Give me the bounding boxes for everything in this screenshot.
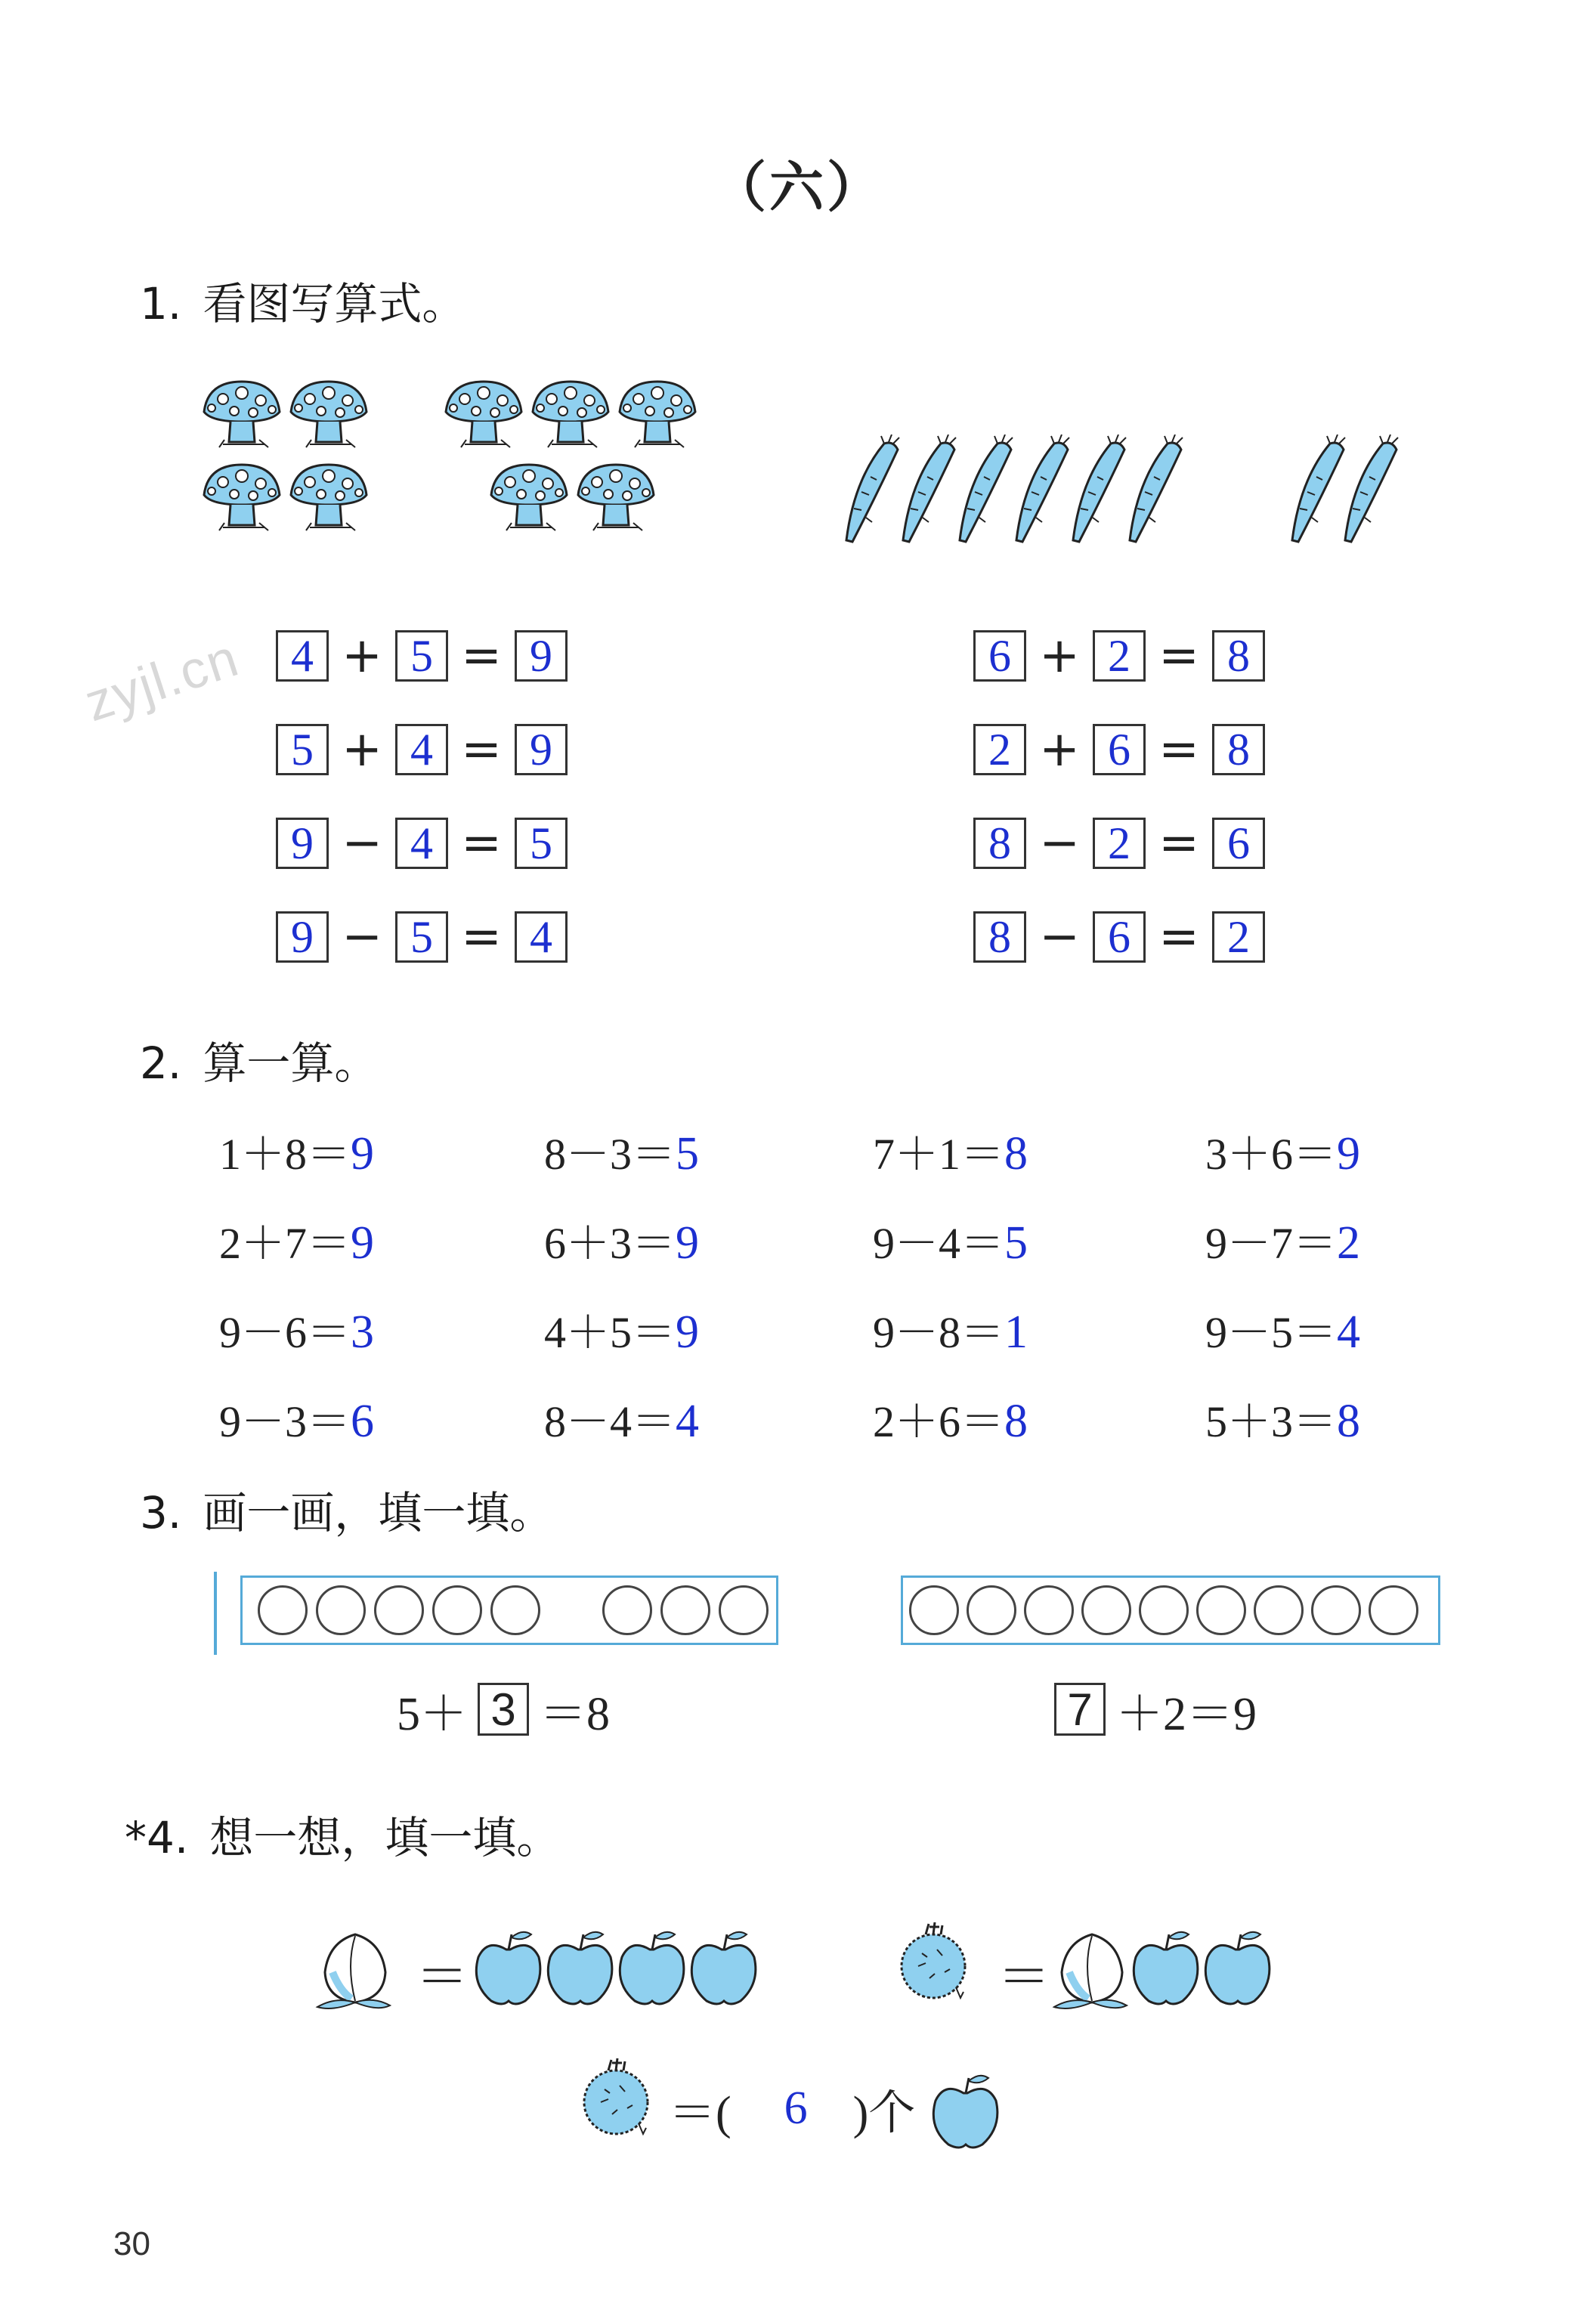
circle <box>660 1585 710 1635</box>
operator: + <box>1039 628 1080 684</box>
calc-expression: 9－3＝ <box>219 1397 351 1446</box>
page-number: 30 <box>113 2225 150 2262</box>
operator: − <box>1039 909 1080 965</box>
calc-answer[interactable]: 8 <box>1004 1128 1028 1180</box>
q3-left-equation <box>397 1679 610 1739</box>
q4-picture-equations <box>310 1912 1292 2025</box>
answer-box[interactable]: 8 <box>973 818 1026 869</box>
circle <box>909 1585 959 1635</box>
answer-box[interactable]: 2 <box>1212 911 1265 963</box>
answer-prefix: ＝( <box>669 2087 732 2139</box>
calc-expression: 9－6＝ <box>219 1308 351 1357</box>
equation-row <box>973 908 1265 966</box>
equals-sign: = <box>461 909 502 965</box>
calc-answer[interactable]: 9 <box>676 1306 700 1358</box>
q2-heading <box>140 1028 378 1091</box>
equals-sign: ＝ <box>416 1949 469 2007</box>
equals-sign: = <box>1158 628 1199 684</box>
calc-expression: 2＋7＝ <box>219 1219 351 1268</box>
calc-answer[interactable]: 8 <box>1004 1396 1028 1447</box>
circle-frame-left <box>240 1575 778 1645</box>
q1-right-equations <box>973 627 1265 966</box>
equation-row <box>973 627 1265 685</box>
q2-number: 2. <box>140 1037 182 1089</box>
calc-expression: 7＋1＝ <box>873 1130 1005 1179</box>
calc-expression: 9－7＝ <box>1205 1219 1338 1268</box>
calc-answer[interactable]: 4 <box>676 1396 700 1447</box>
q2-row <box>219 1208 1428 1297</box>
calc-answer[interactable]: 5 <box>1004 1217 1028 1269</box>
equation-row <box>276 815 568 872</box>
calc-answer[interactable]: 3 <box>351 1306 375 1358</box>
calc-item <box>544 1208 873 1297</box>
calc-answer[interactable]: 6 <box>351 1396 375 1447</box>
circle <box>316 1585 366 1635</box>
operator: + <box>1039 722 1080 778</box>
answer-box[interactable]: 2 <box>1093 630 1146 682</box>
circle <box>374 1585 424 1635</box>
calc-item <box>219 1208 544 1297</box>
answer-box[interactable]: 4 <box>395 818 448 869</box>
circle <box>1081 1585 1131 1635</box>
calc-expression: 6＋3＝ <box>544 1219 676 1268</box>
calc-item <box>219 1386 544 1475</box>
watermark: zyjl.cn <box>78 627 246 733</box>
answer-box[interactable]: 6 <box>1093 724 1146 775</box>
answer-box[interactable]: 5 <box>276 724 329 775</box>
carrots-illustration <box>839 434 1436 548</box>
q3-heading-text: 画一画，填一填。 <box>203 1487 554 1538</box>
mushrooms-illustration <box>196 374 710 544</box>
circle <box>1139 1585 1189 1635</box>
circle <box>258 1585 308 1635</box>
circle <box>432 1585 482 1635</box>
equation-row <box>973 815 1265 872</box>
calc-item <box>873 1386 1205 1475</box>
answer-box[interactable]: 9 <box>515 724 568 775</box>
calc-item <box>1205 1386 1360 1475</box>
page-title: （六） <box>711 155 884 219</box>
calc-expression: 4＋5＝ <box>544 1308 676 1357</box>
operator: − <box>1039 815 1080 871</box>
calc-item <box>873 1118 1205 1208</box>
calc-answer[interactable]: 2 <box>1337 1217 1361 1269</box>
equation-row <box>276 627 568 685</box>
calc-item <box>1205 1208 1360 1297</box>
calc-expression: 9－8＝ <box>873 1308 1005 1357</box>
q4-number: *4. <box>125 1812 189 1863</box>
calc-item <box>219 1297 544 1386</box>
calc-expression: 2＋6＝ <box>873 1397 1005 1446</box>
answer-box[interactable]: 9 <box>276 818 329 869</box>
answer-box[interactable]: 8 <box>973 911 1026 963</box>
q1-number: 1. <box>140 278 182 329</box>
circle <box>1196 1585 1246 1635</box>
calc-answer[interactable]: 9 <box>1337 1128 1361 1180</box>
circle <box>1254 1585 1304 1635</box>
equation-suffix: ＝8 <box>540 1688 611 1740</box>
equals-sign: ＝ <box>998 1949 1050 2007</box>
answer-box[interactable]: 6 <box>1212 818 1265 869</box>
calc-answer[interactable]: 9 <box>676 1217 700 1269</box>
drawn-line <box>214 1572 217 1655</box>
circle <box>602 1585 652 1635</box>
calc-item <box>544 1118 873 1208</box>
calc-expression: 3＋6＝ <box>1205 1130 1338 1179</box>
calc-item <box>1205 1297 1360 1386</box>
circle-frame-right <box>901 1575 1440 1645</box>
answer-box[interactable]: 5 <box>515 818 568 869</box>
equation-row <box>973 721 1265 778</box>
answer-box[interactable]: 5 <box>395 630 448 682</box>
q4-answer-line <box>669 2074 915 2142</box>
q4-answer[interactable]: 6 <box>784 2082 808 2134</box>
q2-grid <box>219 1118 1428 1475</box>
answer-box[interactable]: 8 <box>1212 630 1265 682</box>
fill-box[interactable]: 3 <box>478 1683 529 1736</box>
calc-item <box>544 1386 873 1475</box>
calc-expression: 8－4＝ <box>544 1397 676 1446</box>
calc-item <box>544 1297 873 1386</box>
circle <box>490 1585 540 1635</box>
equals-sign: = <box>461 628 502 684</box>
q3-right-equation <box>1054 1679 1257 1739</box>
circle <box>1369 1585 1418 1635</box>
answer-box[interactable]: 9 <box>515 630 568 682</box>
circle <box>967 1585 1016 1635</box>
calc-item <box>219 1118 544 1208</box>
equation-suffix: ＋2＝9 <box>1116 1688 1257 1740</box>
answer-suffix: )个 <box>852 2087 916 2139</box>
calc-answer[interactable]: 5 <box>676 1128 700 1180</box>
q1-left-equations <box>276 627 568 966</box>
calc-answer[interactable]: 1 <box>1004 1306 1028 1358</box>
circle <box>1311 1585 1361 1635</box>
q4-heading <box>125 1802 560 1866</box>
equation-row <box>276 721 568 778</box>
q2-row <box>219 1386 1428 1475</box>
q2-heading-text: 算一算。 <box>203 1037 379 1089</box>
apple-icon <box>926 2059 1009 2157</box>
answer-box[interactable]: 4 <box>395 724 448 775</box>
q3-number: 3. <box>140 1487 182 1538</box>
circle <box>719 1585 769 1635</box>
answer-box[interactable]: 6 <box>973 630 1026 682</box>
equation-row <box>276 908 568 966</box>
answer-box[interactable]: 9 <box>276 911 329 963</box>
equation-prefix: 5＋ <box>397 1688 468 1740</box>
calc-answer[interactable]: 4 <box>1337 1306 1361 1358</box>
answer-box[interactable]: 4 <box>276 630 329 682</box>
circle <box>1024 1585 1074 1635</box>
answer-box[interactable]: 2 <box>973 724 1026 775</box>
calc-item <box>873 1208 1205 1297</box>
calc-expression: 1＋8＝ <box>219 1130 351 1179</box>
answer-box[interactable]: 6 <box>1093 911 1146 963</box>
calc-answer[interactable]: 9 <box>351 1128 375 1180</box>
calc-answer[interactable]: 9 <box>351 1217 375 1269</box>
calc-expression: 5＋3＝ <box>1205 1397 1338 1446</box>
answer-box[interactable]: 2 <box>1093 818 1146 869</box>
operator: + <box>342 628 382 684</box>
calc-expression: 8－3＝ <box>544 1130 676 1179</box>
calc-expression: 9－5＝ <box>1205 1308 1338 1357</box>
q2-row <box>219 1297 1428 1386</box>
q1-heading-text: 看图写算式。 <box>203 278 466 329</box>
fill-box[interactable]: 7 <box>1054 1683 1106 1736</box>
hedgehog-icon <box>574 2048 665 2161</box>
q4-heading-text: 想一想，填一填。 <box>209 1812 561 1863</box>
operator: − <box>342 909 382 965</box>
equals-sign: = <box>1158 815 1199 871</box>
answer-box[interactable]: 5 <box>395 911 448 963</box>
answer-box[interactable]: 8 <box>1212 724 1265 775</box>
operator: − <box>342 815 382 871</box>
calc-expression: 9－4＝ <box>873 1219 1005 1268</box>
calc-item <box>873 1297 1205 1386</box>
equals-sign: = <box>461 722 502 778</box>
equals-sign: = <box>1158 722 1199 778</box>
operator: + <box>342 722 382 778</box>
q3-heading <box>140 1477 553 1541</box>
q1-heading <box>140 268 466 332</box>
answer-box[interactable]: 4 <box>515 911 568 963</box>
calc-answer[interactable]: 8 <box>1337 1396 1361 1447</box>
calc-item <box>1205 1118 1360 1208</box>
equals-sign: = <box>461 815 502 871</box>
q2-row <box>219 1118 1428 1208</box>
equals-sign: = <box>1158 909 1199 965</box>
